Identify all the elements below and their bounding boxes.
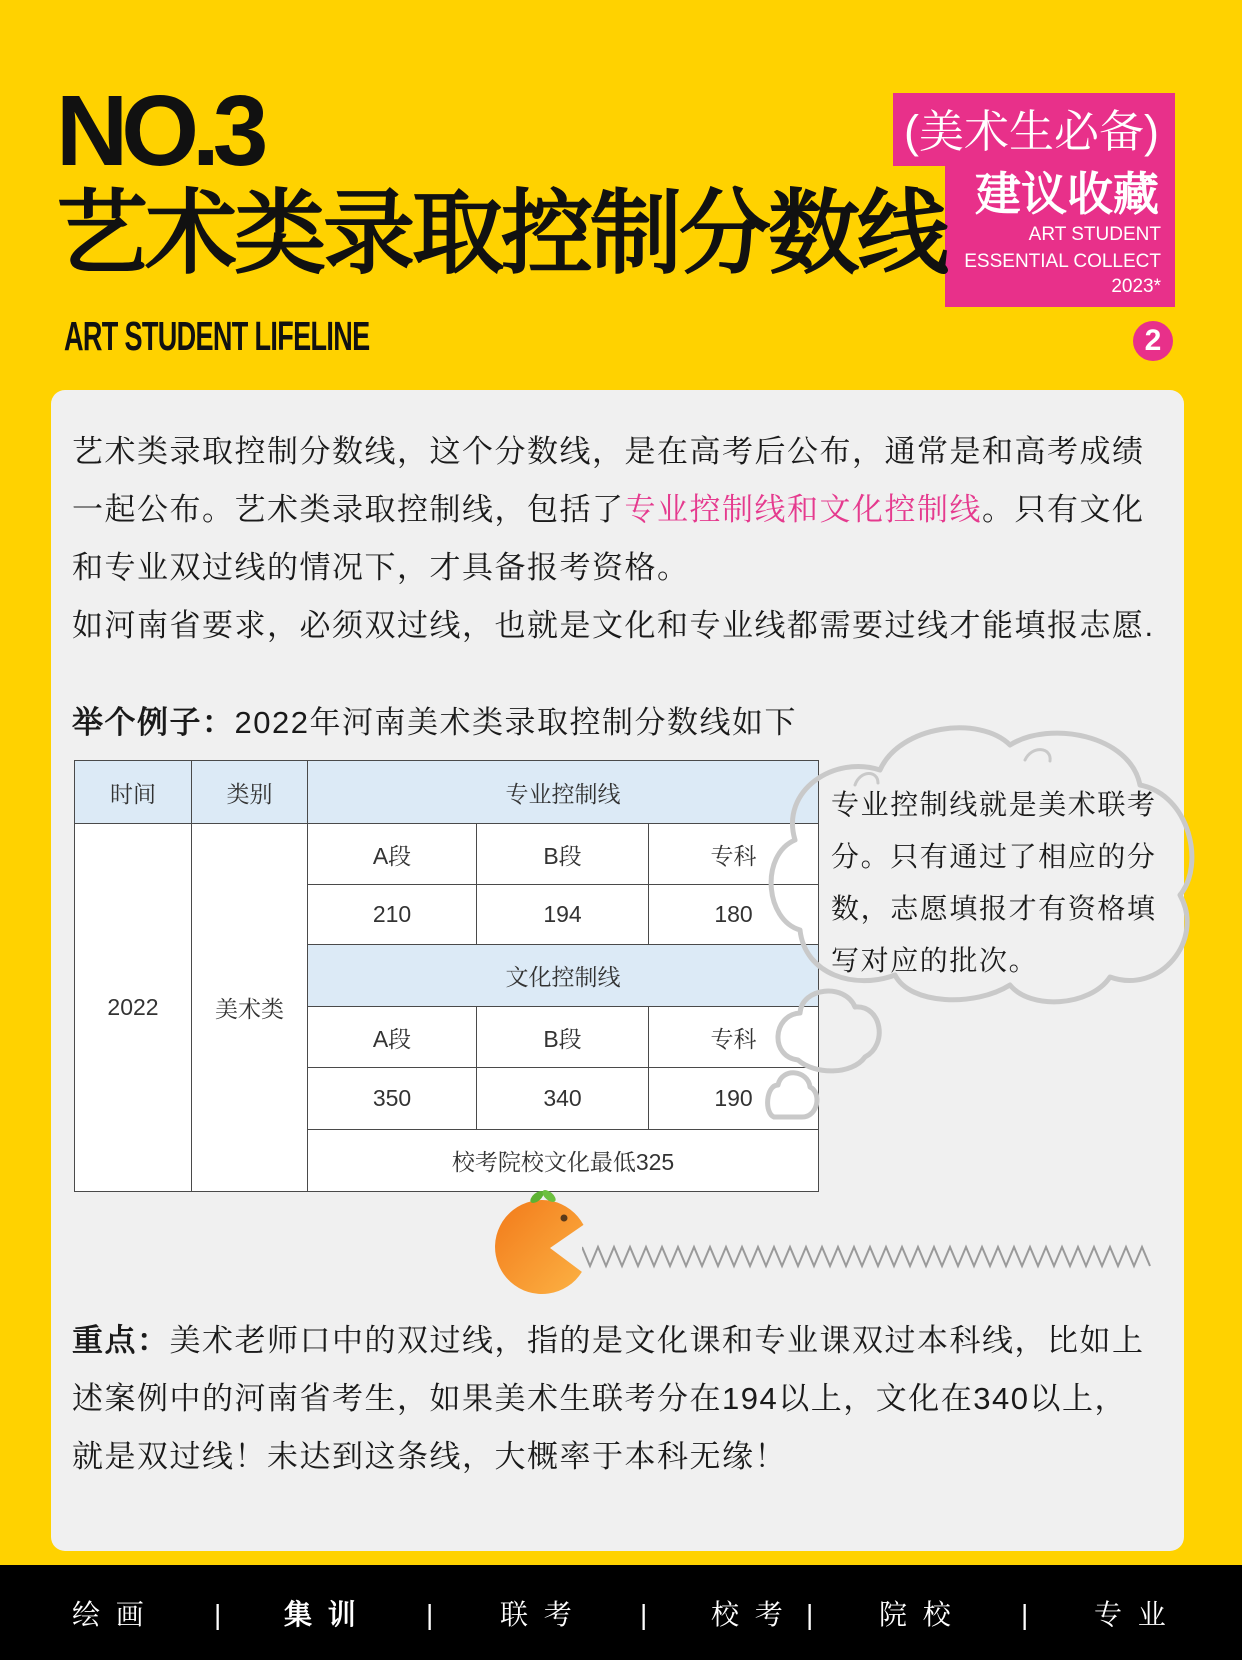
nav-item-joint-exam[interactable]: 联 考 — [500, 1599, 576, 1630]
pro-subheader-a: A段 — [308, 824, 477, 885]
intro-text: 一起公布。艺术类录取控制线，包括了 — [72, 492, 625, 527]
nav-separator: | — [214, 1599, 222, 1630]
culture-subheader-b: B段 — [477, 1007, 649, 1068]
culture-subheader-a: A段 — [308, 1007, 477, 1068]
key-point-line: 就是双过线！未达到这条线，大概率于本科无缘！ — [72, 1439, 787, 1474]
nav-item-school-exam[interactable]: 校 考 — [711, 1599, 787, 1630]
side-note-line: 数，志愿填报才有资格填 — [831, 893, 1157, 924]
header-category: 类别 — [192, 761, 308, 824]
pro-value-b: 194 — [477, 885, 649, 945]
page-number-badge: 2 — [1133, 321, 1173, 361]
key-point-line: 述案例中的河南省考生，如果美术生联考分在194以上，文化在340以上， — [72, 1381, 1127, 1416]
bottom-nav-bar — [0, 1565, 1242, 1660]
example-label: 举个例子： — [72, 705, 235, 740]
side-note-line: 专业控制线就是美术联考 — [831, 789, 1157, 820]
header-professional-line: 专业控制线 — [308, 761, 819, 824]
tag-bookmark-suggestion: 建议收藏 — [975, 168, 1159, 220]
example-heading — [72, 694, 797, 752]
table-note: 校考院校文化最低325 — [308, 1130, 819, 1192]
example-text: 2022年河南美术类录取控制分数线如下 — [234, 705, 797, 740]
header-time: 时间 — [75, 761, 192, 824]
tag-art-student: ART STUDENT — [1028, 224, 1161, 245]
cell-category: 美术类 — [192, 824, 308, 1192]
intro-highlight: 专业控制线和文化控制线 — [624, 492, 982, 527]
culture-value-junior: 190 — [649, 1068, 819, 1130]
nav-item-training[interactable]: 集 训 — [284, 1599, 360, 1630]
key-point-label: 重点： — [72, 1323, 170, 1358]
culture-subheader-junior: 专科 — [649, 1007, 819, 1068]
nav-separator: | — [426, 1599, 434, 1630]
tag-must-have: (美术生必备) — [904, 106, 1159, 157]
pro-subheader-b: B段 — [477, 824, 649, 885]
intro-line: 艺术类录取控制分数线，这个分数线，是在高考后公布，通常是和高考成绩 — [72, 434, 1145, 469]
header-culture-line: 文化控制线 — [308, 945, 819, 1007]
side-note — [831, 779, 1157, 987]
side-note-line: 分。只有通过了相应的分 — [831, 841, 1157, 872]
intro-text: 。只有文化 — [982, 492, 1145, 527]
tag-year: 2023* — [1111, 276, 1161, 297]
page-subtitle: ART STUDENT LIFELINE — [64, 313, 370, 359]
zigzag-line-icon — [582, 1242, 1154, 1272]
table-row — [75, 824, 819, 885]
intro-paragraph — [72, 423, 1155, 655]
cell-year: 2022 — [75, 824, 192, 1192]
nav-item-colleges[interactable]: 院 校 — [879, 1599, 955, 1630]
intro-line: 和专业双过线的情况下，才具备报考资格。 — [72, 550, 690, 585]
intro-line — [72, 481, 1155, 539]
zigzag-line — [582, 1247, 1150, 1266]
tag-essential-collect: ESSENTIAL COLLECT — [964, 251, 1161, 272]
page-title: 艺术类录取控制分数线 — [56, 183, 947, 285]
nav-separator: | — [640, 1599, 648, 1630]
nav-item-majors[interactable]: 专 业 — [1094, 1599, 1170, 1630]
nav-separator: | — [1021, 1599, 1029, 1630]
nav-separator: | — [806, 1599, 814, 1630]
section-number: NO.3 — [56, 75, 262, 187]
orange-pacman-icon — [490, 1188, 600, 1303]
culture-value-b: 340 — [477, 1068, 649, 1130]
pro-value-junior: 180 — [649, 885, 819, 945]
intro-line: 如河南省要求，必须双过线，也就是文化和专业线都需要过线才能填报志愿. — [72, 608, 1155, 643]
pacman-eye — [561, 1215, 568, 1222]
key-point-paragraph — [72, 1312, 1145, 1486]
key-point-text: 美术老师口中的双过线，指的是文化课和专业课双过本科线，比如上 — [169, 1323, 1145, 1358]
nav-item-painting[interactable]: 绘 画 — [72, 1599, 148, 1630]
side-note-line: 写对应的批次。 — [831, 945, 1039, 976]
pro-subheader-junior: 专科 — [649, 824, 819, 885]
table-row — [75, 761, 819, 824]
pro-value-a: 210 — [308, 885, 477, 945]
pacman-body — [495, 1200, 583, 1294]
culture-value-a: 350 — [308, 1068, 477, 1130]
key-point-line — [72, 1312, 1145, 1370]
score-table — [74, 760, 819, 1192]
